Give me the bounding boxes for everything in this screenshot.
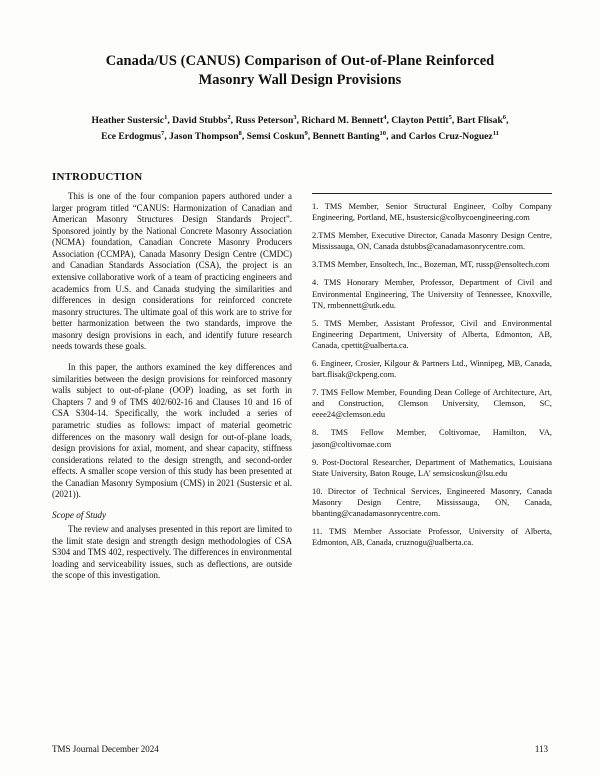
author-affiliation-marker: 9 xyxy=(304,129,308,137)
author-affiliation-marker: 1 xyxy=(164,113,168,121)
title-line-2: Masonry Wall Design Provisions xyxy=(198,72,402,89)
footnote: 2.TMS Member, Executive Director, Canada Masonry Design Centre, Mississauga, ON, Canada dstubbs@canadamasonrycentre.com. xyxy=(312,231,552,252)
footnote: 5. TMS Member, Assistant Professor, Civil and Environmental Engineering Department, University of Alberta, Edmonton, AB, Canada, cpettit@ualberta.ca. xyxy=(312,318,552,350)
author-separator: , xyxy=(506,115,509,127)
footnote: 3.TMS Member, Ensoltech, Inc., Bozeman, MT, russp@ensoltech.com xyxy=(312,260,550,270)
left-column xyxy=(52,191,292,591)
footnote: 11. TMS Member Associate Professor, University of Alberta, Edmonton, AB, Canada, cruznogu@ualberta.ca. xyxy=(312,527,552,548)
paragraph: This is one of the four companion papers authored under a larger program titled “CANUS: Harmonization of Canadian and American Masonry Structures Design Standards Project”. Sponsored jointly by the National Concrete Masonry Association (NCMA) foundation, Canadian Concrete Masonry Producers Association (CCMPA), Canada Masonry Design Centre (CMDC) and Canadian Standards Association (CSA), the project is an extensive collaborative work of a team of practicing engineers and academics from U.S. and Canada studying the similarities and differences in design considerations for reinforced concrete masonry structures. The ultimate goal of this work are to strive for better harmonization between the two standards, improve the masonry design provisions in each, and identify future research needs towards these goals. xyxy=(52,190,292,352)
footnote: 8. TMS Fellow Member, Coltivomae, Hamilton, VA, jason@coltivomae.com xyxy=(312,428,552,449)
section-heading-introduction: INTRODUCTION xyxy=(52,170,143,183)
author-affiliation-marker: 3 xyxy=(293,113,297,121)
author-name: , David Stubbs xyxy=(167,115,228,127)
paragraph: The review and analyses presented in this report are limited to the limit state design and strength design methodologies of CSA S304 and TMS 402, respectively. The differences in environmental loading and serviceability issues, such as deflections, are outside the scope of this investigation. xyxy=(52,524,292,581)
author-name: Heather Sustersic xyxy=(91,115,165,127)
author-affiliation-marker: 5 xyxy=(448,113,452,121)
footnote: 4. TMS Honorary Member, Professor, Department of Civil and Environmental Engineering, The University of Tennessee, Knoxville, TN, rmbennett@utk.edu. xyxy=(312,278,552,310)
author-name: Ece Erdogmus xyxy=(101,131,162,143)
footnote: 10. Director of Technical Services, Engineered Masonry, Canada Masonry Design Centre, Mississauga, ON, Canada, bbanting@canadamasonrycentre.com. xyxy=(312,486,552,519)
footnote: 7. TMS Fellow Member, Founding Dean College of Architecture, Art, and Construction, Clemson University, Clemson, SC, eeee24@clemson.edu xyxy=(312,388,552,420)
author-affiliation-marker: 2 xyxy=(227,113,231,121)
author-name: , Russ Peterson xyxy=(230,115,294,127)
right-column-footnotes xyxy=(312,191,552,591)
title-line-1: Canada/US (CANUS) Comparison of Out-of-Plane Reinforced xyxy=(105,53,495,69)
author-affiliation-marker: 11 xyxy=(492,129,499,137)
two-column-body xyxy=(52,190,552,591)
author-name: , Clayton Pettit xyxy=(386,115,449,127)
author-affiliation-marker: 6 xyxy=(502,113,507,121)
author-list xyxy=(56,113,544,145)
footnote-divider xyxy=(312,193,552,194)
author-affiliation-marker: 4 xyxy=(383,113,387,121)
page-footer xyxy=(52,744,548,754)
author-name: , and Carlos Cruz-Noguez xyxy=(386,131,493,143)
paragraph: In this paper, the authors examined the key differences and similarities between the design provisions for reinforced masonry walls subject to out-of-plane (OOP) loading, as set forth in Chapters 7 and 9 of TMS 402/602-16 and Clauses 10 and 16 of CSA S304-14. Specifically, the work included a series of parametric studies as follows: impact of material geometric differences on the masonry wall design for out-of-plane loads, design provisions for axial, moment, and shear capacity, stiffness considerations related to the design strength, and second-order effects. A smaller scope version of this study has been presented at the Canadian Masonry Symposium (CMS) in 2021 (Sustersic et al. (2021)). xyxy=(52,362,292,500)
author-name: , Bennett Banting xyxy=(307,131,380,143)
author-affiliation-marker: 10 xyxy=(379,129,387,137)
subsection-heading-scope-of-study: Scope of Study xyxy=(52,510,107,520)
author-name: , Semsi Coskun xyxy=(241,131,305,143)
page-title xyxy=(58,52,542,91)
author-name: , Jason Thompson xyxy=(164,131,239,143)
author-name: , Richard M. Bennett xyxy=(296,115,384,127)
footer-journal-info: TMS Journal December 2024 xyxy=(52,744,159,754)
footnote: 1. TMS Member, Senior Structural Engineer, Colby Company Engineering, Portland, ME, hsustersic@colbycoengineering.com xyxy=(312,201,552,223)
footnote: 9. Post-Doctoral Researcher, Department of Mathematics, Louisiana State University, Baton Rouge, LA' semsicoskun@lsu.edu xyxy=(312,457,552,478)
author-name: , Bart Flisak xyxy=(451,115,503,127)
footer-page-number: 113 xyxy=(534,744,548,754)
author-affiliation-marker: 7 xyxy=(161,129,165,137)
footnote: 6. Engineer, Crosier, Kilgour & Partners Ltd., Winnipeg, MB, Canada, bart.flisak@ckpeng.com. xyxy=(312,359,552,380)
author-affiliation-marker: 8 xyxy=(238,129,242,137)
